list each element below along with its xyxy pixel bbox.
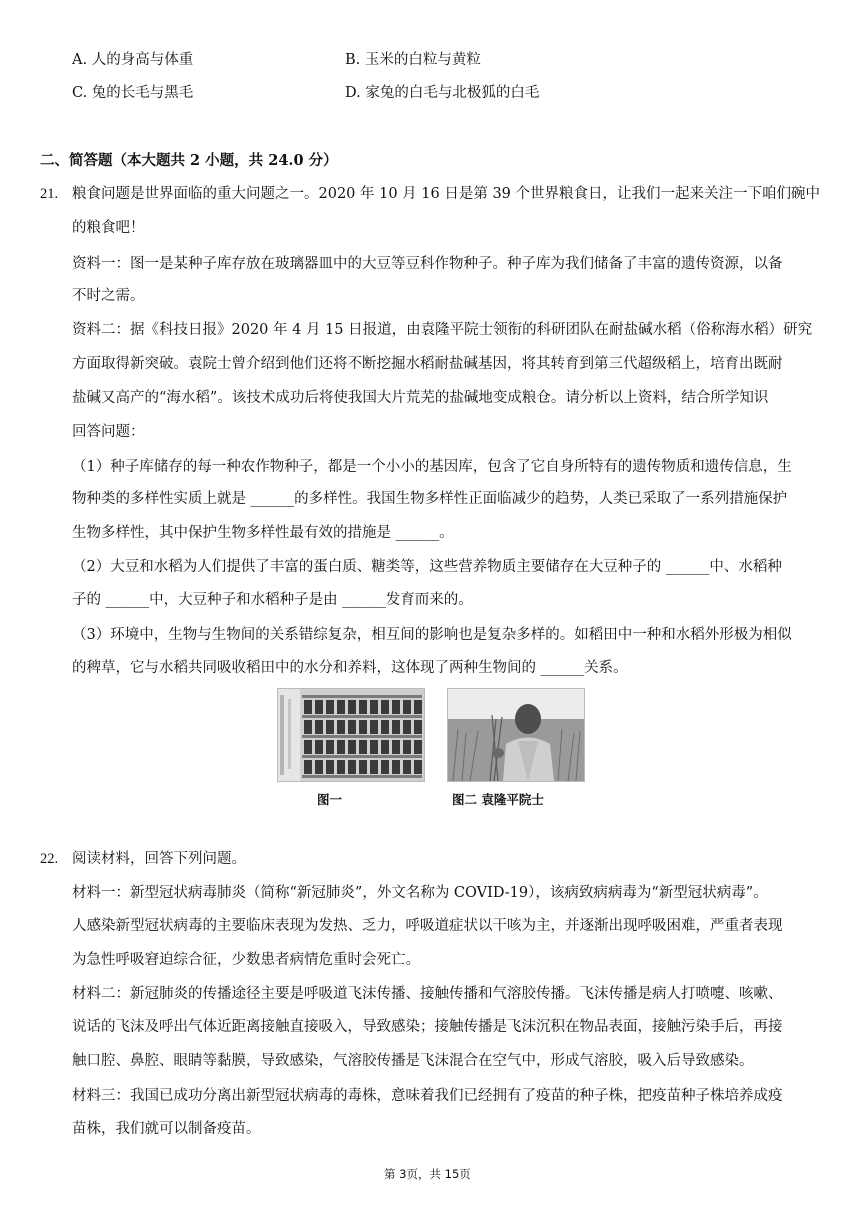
- figure-2-yuan-longping-image: [447, 688, 585, 782]
- option-c: C. 兔的长毛与黑毛: [72, 85, 194, 101]
- section-heading: 二、简答题（本大题共 2 小题，共 24.0 分）: [40, 152, 338, 169]
- q21-line: （2）大豆和水稻为人们提供了丰富的蛋白质、糖类等，这些营养物质主要储存在大豆种子的 ______中、水稻种: [72, 559, 782, 575]
- q21-line: 粮食问题是世界面临的重大问题之一。2020 年 10 月 16 日是第 39 个世界粮食日，让我们一起来关注一下咱们碗中: [72, 186, 821, 202]
- q22-line: 人感染新型冠状病毒的主要临床表现为发热、乏力，呼吸道症状以干咳为主，并逐渐出现呼吸困难，严重者表现: [72, 918, 783, 934]
- figure-1-seed-bank-image: [277, 688, 425, 782]
- q22-line: 苗株，我们就可以制备疫苗。: [72, 1121, 261, 1137]
- q21-line: 方面取得新突破。袁院士曾介绍到他们还将不断挖掘水稻耐盐碱基因，将其转育到第三代超级稻上，培育出既耐: [72, 356, 783, 372]
- option-d: D. 家兔的白毛与北极狐的白毛: [345, 85, 540, 101]
- q22-line: 说话的飞沫及呼出气体近距离接触直接吸入，导致感染；接触传播是飞沫沉积在物品表面，接触污染手后，再接: [72, 1019, 783, 1035]
- q22-line: 触口腔、鼻腔、眼睛等黏膜，导致感染，气溶胶传播是飞沫混合在空气中，形成气溶胶，吸入后导致感染。: [72, 1053, 754, 1069]
- q21-line: 资料一：图一是某种子库存放在玻璃器皿中的大豆等豆科作物种子。种子库为我们储备了丰富的遗传资源，以备: [72, 256, 783, 272]
- q21-line: 不时之需。: [72, 288, 145, 304]
- q21-line: 物种类的多样性实质上就是 ______的多样性。我国生物多样性正面临减少的趋势，人类已采取了一系列措施保护: [72, 491, 788, 507]
- question-number-22: 22.: [40, 851, 59, 867]
- q21-line: （3）环境中，生物与生物间的关系错综复杂，相互间的影响也是复杂多样的。如稻田中一种和水稻外形极为相似: [72, 627, 792, 643]
- page-footer: 第 3页，共 15页: [384, 1167, 471, 1181]
- q21-line: 生物多样性，其中保护生物多样性最有效的措施是 ______。: [72, 525, 454, 541]
- q21-line: 资料二：据《科技日报》2020 年 4 月 15 日报道，由袁隆平院士领衔的科研团队在耐盐碱水稻（俗称海水稻）研究: [72, 322, 813, 338]
- person-in-field-illustration: [448, 689, 584, 781]
- option-b: B. 玉米的白粒与黄粒: [345, 52, 481, 68]
- figure-2-caption: 图二 袁隆平院士: [452, 792, 544, 807]
- question-number-21: 21.: [40, 186, 59, 202]
- q21-line: 子的 ______中，大豆种子和水稻种子是由 ______发育而来的。: [72, 592, 473, 608]
- q21-line: （1）种子库储存的每一种农作物种子，都是一个小小的基因库，包含了它自身所特有的遗传物质和遗传信息，生: [72, 459, 792, 475]
- q22-line: 材料三：我国已成功分离出新型冠状病毒的毒株，意味着我们已经拥有了疫苗的种子株，把疫苗种子株培养成疫: [72, 1088, 783, 1104]
- q22-line: 材料一：新型冠状病毒肺炎（简称“新冠肺炎”，外文名称为 COVID-19），该病致病病毒为“新型冠状病毒”。: [72, 885, 768, 901]
- q21-line: 的粮食吧！: [72, 220, 145, 236]
- option-a: A. 人的身高与体重: [72, 52, 194, 68]
- q22-line: 材料二：新冠肺炎的传播途径主要是呼吸道飞沫传播、接触传播和气溶胶传播。飞沫传播是病人打喷嚏、咳嗽、: [72, 986, 783, 1002]
- q22-line: 阅读材料，回答下列问题。: [72, 851, 246, 867]
- seed-shelves-illustration: [278, 689, 424, 781]
- q21-line: 回答问题：: [72, 424, 145, 440]
- q22-line: 为急性呼吸窘迫综合征，少数患者病情危重时会死亡。: [72, 952, 420, 968]
- q21-line: 盐碱又高产的“海水稻”。该技术成功后将使我国大片荒芜的盐碱地变成粮仓。请分析以上资料，结合所学知识: [72, 390, 769, 406]
- figure-1-caption: 图一: [317, 792, 343, 807]
- q21-line: 的稗草，它与水稻共同吸收稻田中的水分和养料，这体现了两种生物间的 ______关系。: [72, 660, 628, 676]
